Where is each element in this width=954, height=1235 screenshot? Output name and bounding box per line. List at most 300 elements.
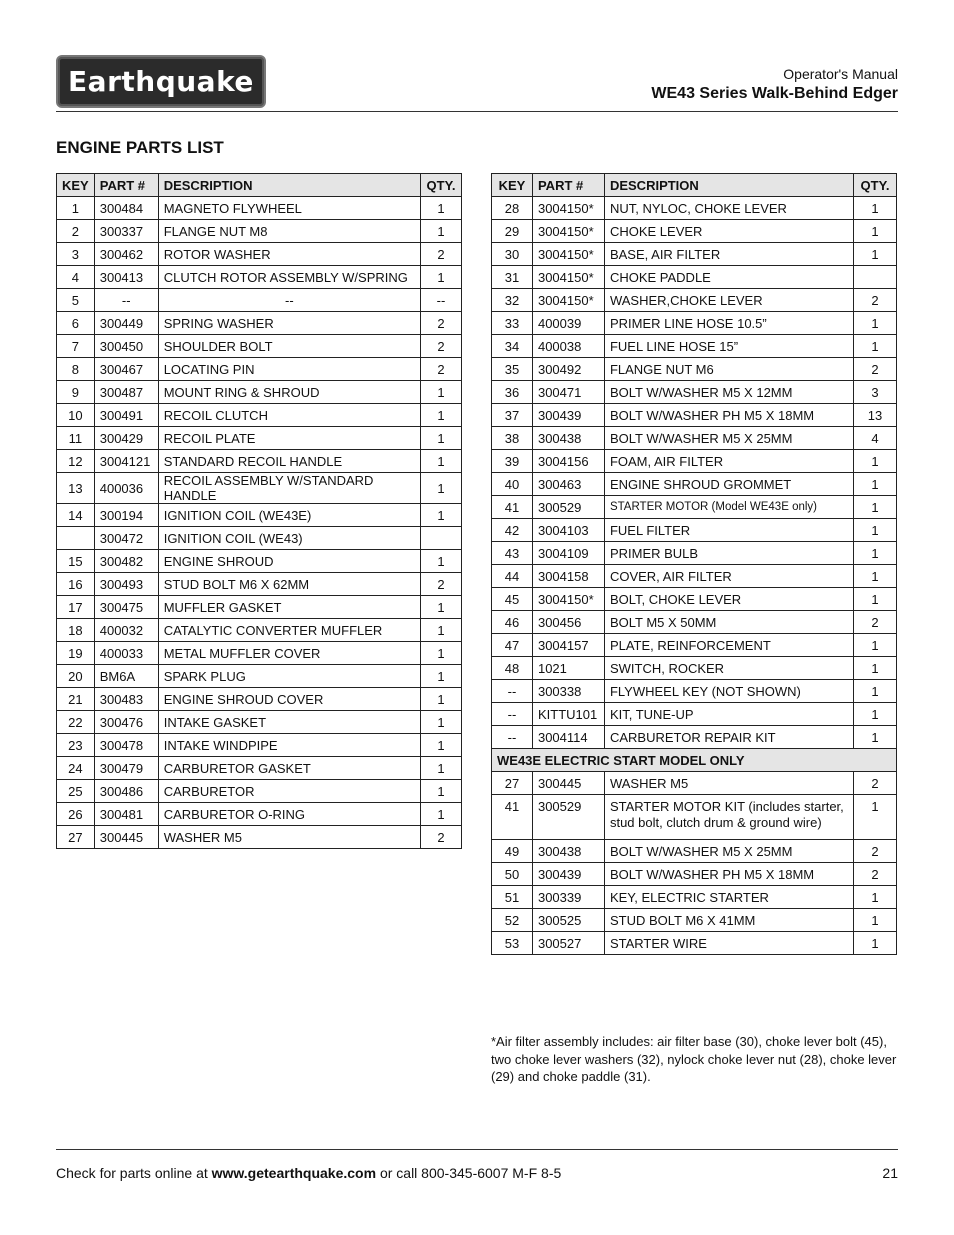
cell-qty: 1 — [854, 909, 897, 932]
table-row — [492, 289, 897, 312]
cell-desc: NUT, NYLOC, CHOKE LEVER — [604, 197, 853, 220]
table-row — [492, 588, 897, 611]
cell-part: 300491 — [94, 404, 158, 427]
cell-qty: 4 — [854, 427, 897, 450]
cell-part: BM6A — [94, 665, 158, 688]
cell-part: 300478 — [94, 734, 158, 757]
cell-key: 49 — [492, 840, 533, 863]
cell-qty: 2 — [854, 358, 897, 381]
cell-desc: SWITCH, ROCKER — [604, 657, 853, 680]
cell-key: 6 — [57, 312, 95, 335]
cell-part: 300339 — [532, 886, 604, 909]
cell-desc: BASE, AIR FILTER — [604, 243, 853, 266]
cell-key — [57, 527, 95, 550]
col-part-header: PART # — [94, 174, 158, 197]
cell-part: 300462 — [94, 243, 158, 266]
cell-desc: RECOIL PLATE — [158, 427, 420, 450]
cell-qty: 1 — [854, 588, 897, 611]
table-row — [57, 404, 462, 427]
col-key-header: KEY — [57, 174, 95, 197]
cell-part: 400036 — [94, 473, 158, 504]
cell-desc: STARTER WIRE — [604, 932, 853, 955]
cell-desc: CARBURETOR O-RING — [158, 803, 420, 826]
table-row — [57, 358, 462, 381]
cell-desc: WASHER,CHOKE LEVER — [604, 289, 853, 312]
cell-key: 9 — [57, 381, 95, 404]
electric-start-header: WE43E ELECTRIC START MODEL ONLY — [492, 749, 897, 772]
cell-part: 300337 — [94, 220, 158, 243]
cell-key: 13 — [57, 473, 95, 504]
cell-key: 29 — [492, 220, 533, 243]
table-row — [57, 504, 462, 527]
cell-part: KITTU101 — [532, 703, 604, 726]
cell-key: 52 — [492, 909, 533, 932]
cell-part: 3004121 — [94, 450, 158, 473]
cell-key: 19 — [57, 642, 95, 665]
cell-desc: IGNITION COIL (WE43) — [158, 527, 420, 550]
cell-desc: INTAKE GASKET — [158, 711, 420, 734]
cell-qty: 1 — [421, 381, 462, 404]
cell-desc: STUD BOLT M6 X 41MM — [604, 909, 853, 932]
cell-key: 4 — [57, 266, 95, 289]
table-row — [57, 734, 462, 757]
cell-desc: BOLT W/WASHER PH M5 X 18MM — [604, 404, 853, 427]
cell-desc: IGNITION COIL (WE43E) — [158, 504, 420, 527]
table-row — [57, 757, 462, 780]
cell-key: 15 — [57, 550, 95, 573]
footer-divider — [56, 1149, 898, 1150]
cell-desc: ENGINE SHROUD — [158, 550, 420, 573]
table-row — [492, 795, 897, 840]
cell-part: 300529 — [532, 496, 604, 519]
table-row — [492, 863, 897, 886]
table-row — [492, 772, 897, 795]
cell-key: 24 — [57, 757, 95, 780]
table-row — [57, 826, 462, 849]
cell-part: 3004150* — [532, 220, 604, 243]
cell-qty: 1 — [854, 680, 897, 703]
cell-key: 33 — [492, 312, 533, 335]
cell-qty: 1 — [854, 473, 897, 496]
cell-key: 26 — [57, 803, 95, 826]
col-desc-header: DESCRIPTION — [158, 174, 420, 197]
cell-desc: WASHER M5 — [158, 826, 420, 849]
cell-part: 3004150* — [532, 588, 604, 611]
cell-qty: 1 — [421, 473, 462, 504]
cell-key: 14 — [57, 504, 95, 527]
cell-key: 40 — [492, 473, 533, 496]
table-row — [57, 642, 462, 665]
cell-qty: 1 — [854, 243, 897, 266]
cell-desc: BOLT W/WASHER M5 X 25MM — [604, 427, 853, 450]
cell-part: 300529 — [532, 795, 604, 840]
cell-qty: 1 — [854, 795, 897, 840]
cell-key: 7 — [57, 335, 95, 358]
cell-qty: 1 — [421, 757, 462, 780]
cell-qty: 1 — [854, 565, 897, 588]
cell-desc: CLUTCH ROTOR ASSEMBLY W/SPRING — [158, 266, 420, 289]
page-number: 21 — [882, 1165, 898, 1181]
footer-prefix: Check for parts online at — [56, 1165, 212, 1181]
cell-desc: ENGINE SHROUD COVER — [158, 688, 420, 711]
cell-part: 300471 — [532, 381, 604, 404]
cell-part: 300449 — [94, 312, 158, 335]
cell-part: 400033 — [94, 642, 158, 665]
table-row — [492, 565, 897, 588]
cell-part: 300527 — [532, 932, 604, 955]
cell-key: 27 — [492, 772, 533, 795]
cell-qty: 2 — [854, 840, 897, 863]
cell-part: 1021 — [532, 657, 604, 680]
cell-part: 300493 — [94, 573, 158, 596]
cell-qty: 1 — [421, 780, 462, 803]
table-row — [492, 197, 897, 220]
table-row — [57, 243, 462, 266]
cell-qty: 2 — [854, 772, 897, 795]
cell-qty: 1 — [421, 711, 462, 734]
table-row — [492, 243, 897, 266]
cell-key: 51 — [492, 886, 533, 909]
table-row — [492, 703, 897, 726]
cell-desc: MOUNT RING & SHROUD — [158, 381, 420, 404]
cell-desc: STUD BOLT M6 X 62MM — [158, 573, 420, 596]
cell-qty: 1 — [421, 197, 462, 220]
table-row — [492, 427, 897, 450]
cell-key: 3 — [57, 243, 95, 266]
table-row — [492, 680, 897, 703]
cell-part: 300450 — [94, 335, 158, 358]
cell-part: 3004150* — [532, 289, 604, 312]
table-row — [492, 840, 897, 863]
cell-desc: CHOKE LEVER — [604, 220, 853, 243]
cell-part: 300483 — [94, 688, 158, 711]
cell-key: 17 — [57, 596, 95, 619]
table-row — [492, 657, 897, 680]
cell-qty: 2 — [854, 611, 897, 634]
cell-qty: 1 — [421, 596, 462, 619]
cell-qty: 1 — [421, 404, 462, 427]
cell-part: 3004150* — [532, 197, 604, 220]
cell-part: 300481 — [94, 803, 158, 826]
cell-desc: -- — [158, 289, 420, 312]
table-row — [492, 886, 897, 909]
cell-qty: -- — [421, 289, 462, 312]
cell-key: 31 — [492, 266, 533, 289]
cell-key: 42 — [492, 519, 533, 542]
cell-part: 300484 — [94, 197, 158, 220]
cell-qty: 2 — [421, 573, 462, 596]
cell-qty: 1 — [854, 657, 897, 680]
cell-desc: MUFFLER GASKET — [158, 596, 420, 619]
cell-desc: CATALYTIC CONVERTER MUFFLER — [158, 619, 420, 642]
col-part-header: PART # — [532, 174, 604, 197]
cell-part: 300413 — [94, 266, 158, 289]
table-row — [57, 289, 462, 312]
table-row — [57, 803, 462, 826]
cell-desc: BOLT, CHOKE LEVER — [604, 588, 853, 611]
cell-desc: CARBURETOR GASKET — [158, 757, 420, 780]
cell-key: 20 — [57, 665, 95, 688]
cell-key: 23 — [57, 734, 95, 757]
table-row — [57, 450, 462, 473]
cell-key: 53 — [492, 932, 533, 955]
col-desc-header: DESCRIPTION — [604, 174, 853, 197]
cell-qty: 1 — [854, 634, 897, 657]
table-row — [57, 711, 462, 734]
cell-desc: BOLT M5 X 50MM — [604, 611, 853, 634]
cell-key: 39 — [492, 450, 533, 473]
table-row — [57, 266, 462, 289]
cell-qty: 2 — [421, 358, 462, 381]
cell-desc: CHOKE PADDLE — [604, 266, 853, 289]
table-row — [492, 220, 897, 243]
cell-desc: FLANGE NUT M8 — [158, 220, 420, 243]
cell-part: 400032 — [94, 619, 158, 642]
cell-part: 300438 — [532, 427, 604, 450]
table-row — [492, 450, 897, 473]
table-row — [57, 573, 462, 596]
table-row — [492, 611, 897, 634]
cell-part: 400038 — [532, 335, 604, 358]
table-row — [492, 335, 897, 358]
cell-key: 8 — [57, 358, 95, 381]
cell-desc: BOLT W/WASHER M5 X 12MM — [604, 381, 853, 404]
cell-key: 25 — [57, 780, 95, 803]
cell-desc: BOLT W/WASHER PH M5 X 18MM — [604, 863, 853, 886]
cell-part: 300476 — [94, 711, 158, 734]
air-filter-note: *Air filter assembly includes: air filter base (30), choke lever bolt (45), two choke lever washers (32), nylock choke lever nut (28), choke lever (29) and choke paddle (31). — [491, 1034, 897, 1084]
cell-part: 300492 — [532, 358, 604, 381]
cell-qty: 13 — [854, 404, 897, 427]
cell-qty: 1 — [421, 220, 462, 243]
cell-part: 300486 — [94, 780, 158, 803]
cell-qty: 1 — [854, 220, 897, 243]
cell-key: 22 — [57, 711, 95, 734]
cell-desc: STANDARD RECOIL HANDLE — [158, 450, 420, 473]
cell-part: 3004156 — [532, 450, 604, 473]
cell-qty: 2 — [854, 863, 897, 886]
cell-part: 300487 — [94, 381, 158, 404]
table-row — [57, 220, 462, 243]
cell-part: 300429 — [94, 427, 158, 450]
cell-key: 2 — [57, 220, 95, 243]
cell-key: 46 — [492, 611, 533, 634]
cell-key: 21 — [57, 688, 95, 711]
cell-key: 32 — [492, 289, 533, 312]
cell-qty: 1 — [854, 312, 897, 335]
table-row — [57, 688, 462, 711]
cell-qty: 1 — [421, 803, 462, 826]
cell-qty: 1 — [421, 619, 462, 642]
cell-part: 3004150* — [532, 243, 604, 266]
cell-desc: ROTOR WASHER — [158, 243, 420, 266]
cell-desc: FUEL LINE HOSE 15” — [604, 335, 853, 358]
cell-key: 41 — [492, 496, 533, 519]
table-row — [492, 634, 897, 657]
table-row — [492, 932, 897, 955]
cell-qty: 2 — [854, 289, 897, 312]
cell-desc: PLATE, REINFORCEMENT — [604, 634, 853, 657]
cell-qty: 1 — [854, 542, 897, 565]
table-row — [57, 197, 462, 220]
cell-key: 38 — [492, 427, 533, 450]
table-row — [492, 496, 897, 519]
table-row — [492, 404, 897, 427]
page-title: ENGINE PARTS LIST — [56, 138, 224, 157]
cell-part: 300467 — [94, 358, 158, 381]
table-row — [492, 909, 897, 932]
table-row — [492, 266, 897, 289]
table-row — [492, 542, 897, 565]
footer-suffix: or call 800-345-6007 M-F 8-5 — [376, 1165, 562, 1181]
cell-key: 11 — [57, 427, 95, 450]
cell-qty: 1 — [854, 519, 897, 542]
parts-table-left — [56, 173, 462, 849]
cell-qty: 1 — [854, 496, 897, 519]
cell-qty: 2 — [421, 243, 462, 266]
cell-qty: 1 — [421, 427, 462, 450]
cell-qty: 1 — [854, 726, 897, 749]
col-qty-header: QTY. — [854, 174, 897, 197]
cell-part: 300479 — [94, 757, 158, 780]
cell-part: 300456 — [532, 611, 604, 634]
cell-key: 30 — [492, 243, 533, 266]
cell-qty: 1 — [421, 734, 462, 757]
cell-key: 36 — [492, 381, 533, 404]
table-row — [492, 358, 897, 381]
cell-qty — [854, 266, 897, 289]
table-row — [57, 335, 462, 358]
cell-qty: 1 — [421, 266, 462, 289]
cell-desc: INTAKE WINDPIPE — [158, 734, 420, 757]
table-header-row — [57, 174, 462, 197]
cell-qty: 3 — [854, 381, 897, 404]
cell-desc: PRIMER BULB — [604, 542, 853, 565]
cell-desc: COVER, AIR FILTER — [604, 565, 853, 588]
table-row — [492, 726, 897, 749]
cell-desc: FLYWHEEL KEY (NOT SHOWN) — [604, 680, 853, 703]
cell-qty: 2 — [421, 335, 462, 358]
logo-text: Earthquake — [68, 65, 254, 98]
cell-qty: 2 — [421, 312, 462, 335]
table-row — [492, 381, 897, 404]
cell-key: 45 — [492, 588, 533, 611]
parts-table-right — [491, 173, 897, 955]
cell-qty: 1 — [854, 197, 897, 220]
table-row — [492, 312, 897, 335]
cell-key: 34 — [492, 335, 533, 358]
table-row — [57, 312, 462, 335]
cell-part: 300463 — [532, 473, 604, 496]
manual-subtitle: Operator's Manual — [783, 66, 898, 82]
cell-qty — [421, 527, 462, 550]
cell-desc: ENGINE SHROUD GROMMET — [604, 473, 853, 496]
cell-desc: BOLT W/WASHER M5 X 25MM — [604, 840, 853, 863]
electric-start-header-row — [492, 749, 897, 772]
cell-part: 300475 — [94, 596, 158, 619]
cell-qty: 1 — [854, 335, 897, 358]
cell-part: 300338 — [532, 680, 604, 703]
cell-desc: RECOIL ASSEMBLY W/STANDARD HANDLE — [158, 473, 420, 504]
cell-key: 27 — [57, 826, 95, 849]
cell-part: 3004150* — [532, 266, 604, 289]
cell-desc: STARTER MOTOR (Model WE43E only) — [604, 496, 853, 519]
cell-key: 28 — [492, 197, 533, 220]
cell-key: -- — [492, 680, 533, 703]
cell-key: 47 — [492, 634, 533, 657]
table-row — [57, 550, 462, 573]
cell-key: 18 — [57, 619, 95, 642]
cell-key: 1 — [57, 197, 95, 220]
cell-part: 3004114 — [532, 726, 604, 749]
manual-title: WE43 Series Walk-Behind Edger — [651, 85, 898, 102]
table-row — [57, 596, 462, 619]
cell-desc: CARBURETOR — [158, 780, 420, 803]
cell-desc: STARTER MOTOR KIT (includes starter, stud bolt, clutch drum & ground wire) — [604, 795, 853, 840]
cell-key: 35 — [492, 358, 533, 381]
cell-part: 300439 — [532, 404, 604, 427]
cell-part: 300482 — [94, 550, 158, 573]
table-row — [57, 473, 462, 504]
cell-part: 3004158 — [532, 565, 604, 588]
cell-desc: KIT, TUNE-UP — [604, 703, 853, 726]
cell-desc: PRIMER LINE HOSE 10.5” — [604, 312, 853, 335]
cell-key: 37 — [492, 404, 533, 427]
cell-desc: WASHER M5 — [604, 772, 853, 795]
website-link[interactable]: www.getearthquake.com — [211, 1165, 377, 1181]
cell-part: 3004157 — [532, 634, 604, 657]
cell-part: -- — [94, 289, 158, 312]
cell-part: 3004103 — [532, 519, 604, 542]
cell-qty: 1 — [421, 504, 462, 527]
cell-key: 41 — [492, 795, 533, 840]
cell-desc: METAL MUFFLER COVER — [158, 642, 420, 665]
cell-qty: 1 — [421, 688, 462, 711]
cell-part: 300525 — [532, 909, 604, 932]
cell-part: 300438 — [532, 840, 604, 863]
cell-desc: CARBURETOR REPAIR KIT — [604, 726, 853, 749]
cell-qty: 1 — [854, 886, 897, 909]
cell-key: 43 — [492, 542, 533, 565]
header-divider — [56, 111, 898, 112]
footer-text — [56, 1165, 561, 1181]
cell-desc: SPRING WASHER — [158, 312, 420, 335]
table-header-row — [492, 174, 897, 197]
cell-key: 12 — [57, 450, 95, 473]
table-row — [492, 519, 897, 542]
table-row — [57, 381, 462, 404]
cell-desc: SHOULDER BOLT — [158, 335, 420, 358]
cell-desc: LOCATING PIN — [158, 358, 420, 381]
cell-key: 44 — [492, 565, 533, 588]
cell-qty: 1 — [854, 932, 897, 955]
cell-qty: 1 — [421, 642, 462, 665]
table-row — [57, 427, 462, 450]
cell-part: 300445 — [532, 772, 604, 795]
cell-key: -- — [492, 726, 533, 749]
cell-qty: 1 — [421, 450, 462, 473]
cell-part: 300445 — [94, 826, 158, 849]
cell-qty: 1 — [854, 703, 897, 726]
cell-desc: FLANGE NUT M6 — [604, 358, 853, 381]
cell-part: 300194 — [94, 504, 158, 527]
cell-key: 50 — [492, 863, 533, 886]
cell-qty: 2 — [421, 826, 462, 849]
cell-desc: RECOIL CLUTCH — [158, 404, 420, 427]
cell-qty: 1 — [854, 450, 897, 473]
cell-desc: FUEL FILTER — [604, 519, 853, 542]
cell-qty: 1 — [421, 665, 462, 688]
